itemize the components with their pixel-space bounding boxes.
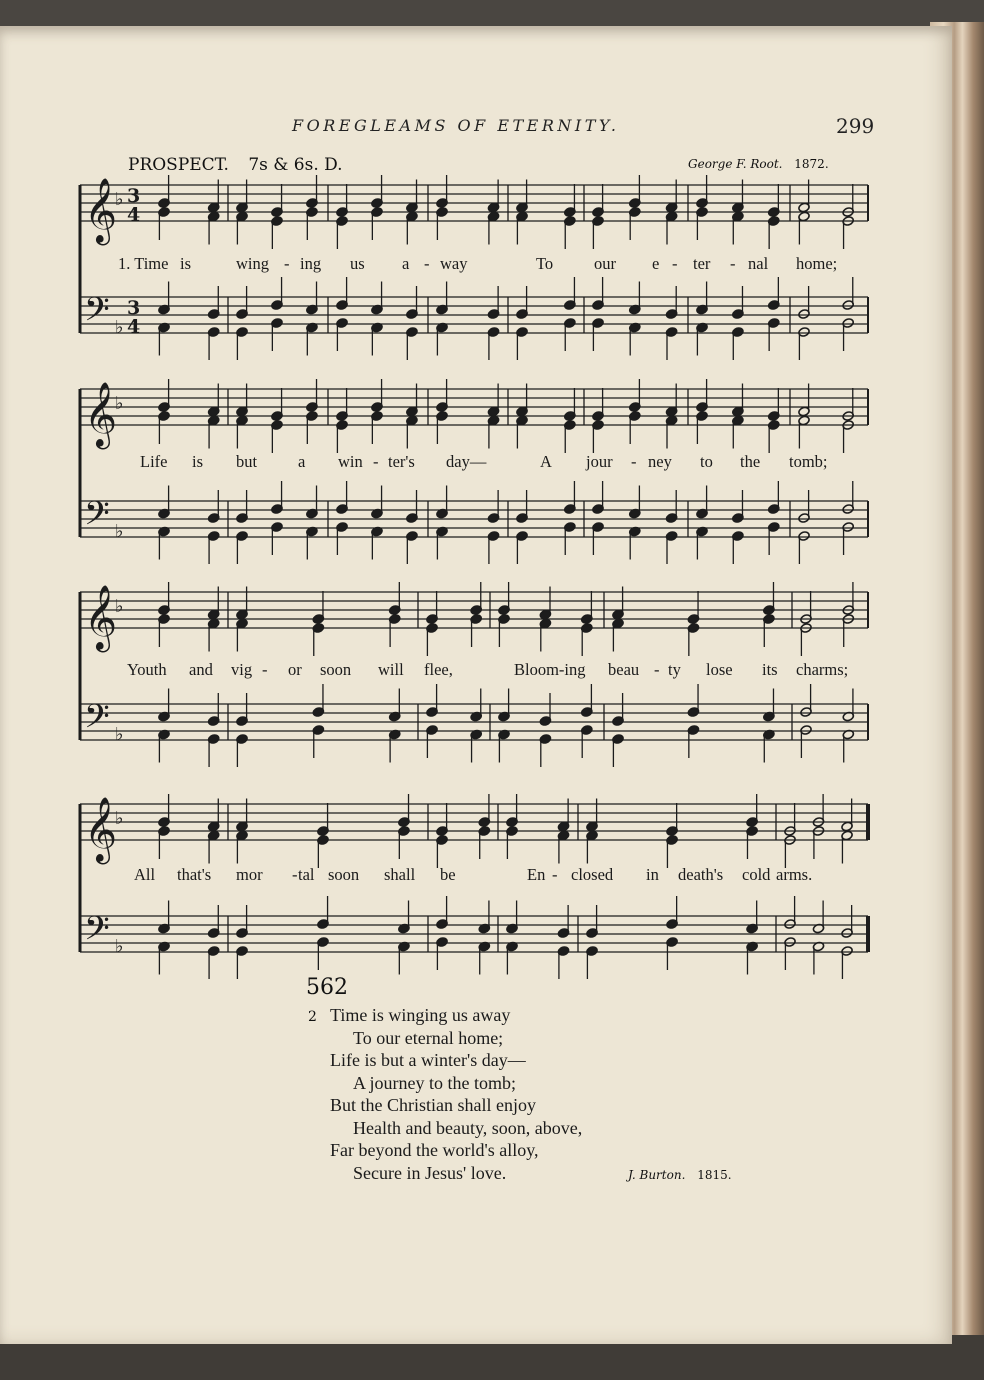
lyric-hyphen: - (552, 865, 558, 884)
lyric-syllable: jour (586, 452, 613, 471)
lyric-syllable: ter's (388, 452, 415, 471)
time-signature-top: 3 (127, 297, 141, 319)
lyric-syllable: charms; (796, 660, 849, 679)
verse-line: But the Christian shall enjoy (330, 1095, 536, 1115)
lyric-syllable: us (350, 254, 365, 273)
author-credit (628, 1168, 732, 1182)
lyric-syllable: vig (231, 660, 253, 679)
lyric-syllable: ney (648, 452, 672, 471)
lyric-syllable: To (536, 254, 554, 273)
key-flat-icon: ♭ (115, 936, 124, 957)
lyric-syllable: nal (748, 254, 769, 273)
lyric-syllable: in (646, 865, 659, 884)
verse-line: Health and beauty, soon, above, (353, 1117, 583, 1138)
time-signature-top: 3 (127, 185, 141, 207)
bass-clef-icon: 𝄢 (84, 291, 110, 337)
key-flat-icon: ♭ (115, 317, 124, 338)
page-number: 299 (836, 114, 875, 138)
lyric-syllable: death's (678, 865, 724, 884)
bass-clef-icon: 𝄢 (84, 698, 110, 744)
lyric-syllable: ter (693, 254, 711, 273)
lyric-syllable: e (652, 254, 660, 273)
lyric-syllable: soon (320, 660, 352, 679)
lyric-syllable: to (700, 452, 713, 471)
lyric-hyphen: - (631, 452, 637, 471)
lyric-syllable: En (527, 865, 546, 884)
lyric-syllable: tomb; (789, 452, 828, 471)
lyric-syllable: arms. (776, 865, 813, 884)
key-flat-icon: ♭ (115, 521, 124, 542)
lyric-syllable: is (180, 254, 192, 273)
lyric-syllable: lose (706, 660, 733, 679)
composer-name: George F. Root. (688, 157, 783, 171)
lyric-syllable: wing (236, 254, 269, 273)
bass-clef-icon: 𝄢 (84, 910, 110, 956)
treble-clef-icon: 𝄞 (84, 585, 118, 650)
lyric-hyphen: - (373, 452, 379, 471)
lyric-hyphen: - (654, 660, 660, 679)
lyric-syllable: tal (298, 865, 315, 884)
lyric-syllable: Youth (127, 660, 167, 679)
lyric-syllable: win (338, 452, 363, 471)
lyric-syllable: flee, (424, 660, 453, 679)
hymn-number: 562 (306, 975, 348, 1000)
lyric-syllable: our (594, 254, 616, 273)
treble-clef-icon: 𝄞 (84, 178, 118, 243)
lyric-syllable: ing (300, 254, 322, 273)
key-flat-icon: ♭ (115, 189, 124, 210)
lyric-syllable: soon (328, 865, 360, 884)
lyric-syllable: a (298, 452, 306, 471)
lyric-hyphen: - (292, 865, 298, 884)
lyric-syllable: is (192, 452, 204, 471)
lyric-syllable: closed (571, 865, 614, 884)
lyric-syllable: a (402, 254, 410, 273)
verse-line: Secure in Jesus' love. (353, 1162, 507, 1183)
key-flat-icon: ♭ (115, 808, 124, 829)
lyric-syllable: but (236, 452, 258, 471)
treble-clef-icon: 𝄞 (84, 797, 118, 862)
meter: 7s & 6s. D. (248, 155, 343, 175)
lyric-syllable: or (288, 660, 302, 679)
lyric-hyphen: - (730, 254, 736, 273)
lyric-hyphen: - (672, 254, 678, 273)
lyric-syllable: cold (742, 865, 771, 884)
key-flat-icon: ♭ (115, 724, 124, 745)
lyric-syllable: the (740, 452, 761, 471)
lyric-syllable: be (440, 865, 456, 884)
lyric-syllable: beau (608, 660, 640, 679)
lyric-syllable: day— (446, 452, 487, 471)
verse-line: Time is winging us away (330, 1005, 511, 1025)
lyric-syllable: mor (236, 865, 263, 884)
lyric-syllable: All (134, 865, 156, 884)
lyric-syllable: ty (668, 660, 681, 679)
lyric-syllable: way (440, 254, 468, 273)
lyric-hyphen: - (284, 254, 290, 273)
verse-line: Far beyond the world's alloy, (330, 1140, 539, 1160)
verse-line: Life is but a winter's day— (330, 1050, 526, 1070)
tune-name: PROSPECT. (128, 155, 229, 175)
lyric-syllable: Life (140, 452, 168, 471)
composer-year: 1872. (794, 157, 829, 171)
lyric-syllable: will (378, 660, 404, 679)
lyric-syllable: home; (796, 254, 838, 273)
lyric-syllable: shall (384, 865, 416, 884)
key-flat-icon: ♭ (115, 596, 124, 617)
stanza-number: 2 (308, 1009, 317, 1025)
lyric-syllable: A (540, 452, 552, 471)
lyric-hyphen: - (262, 660, 268, 679)
author-name: J. Burton. (628, 1168, 686, 1182)
time-signature-bottom: 4 (127, 204, 141, 226)
verse-line: To our eternal home; (353, 1027, 504, 1048)
author-year: 1815. (697, 1168, 732, 1182)
lyric-syllable: that's (177, 865, 212, 884)
time-signature-bottom: 4 (127, 316, 141, 338)
lyric-syllable: and (189, 660, 213, 679)
treble-clef-icon: 𝄞 (84, 382, 118, 447)
key-flat-icon: ♭ (115, 393, 124, 414)
bass-clef-icon: 𝄢 (84, 495, 110, 541)
lyric-hyphen: - (424, 254, 430, 273)
running-head: FOREGLEAMS OF ETERNITY. (292, 116, 620, 135)
verse-line: A journey to the tomb; (353, 1072, 516, 1093)
lyric-syllable: Bloom-ing (514, 660, 586, 679)
lyric-syllable: its (762, 660, 778, 679)
lyric-syllable: 1. Time (118, 254, 169, 273)
